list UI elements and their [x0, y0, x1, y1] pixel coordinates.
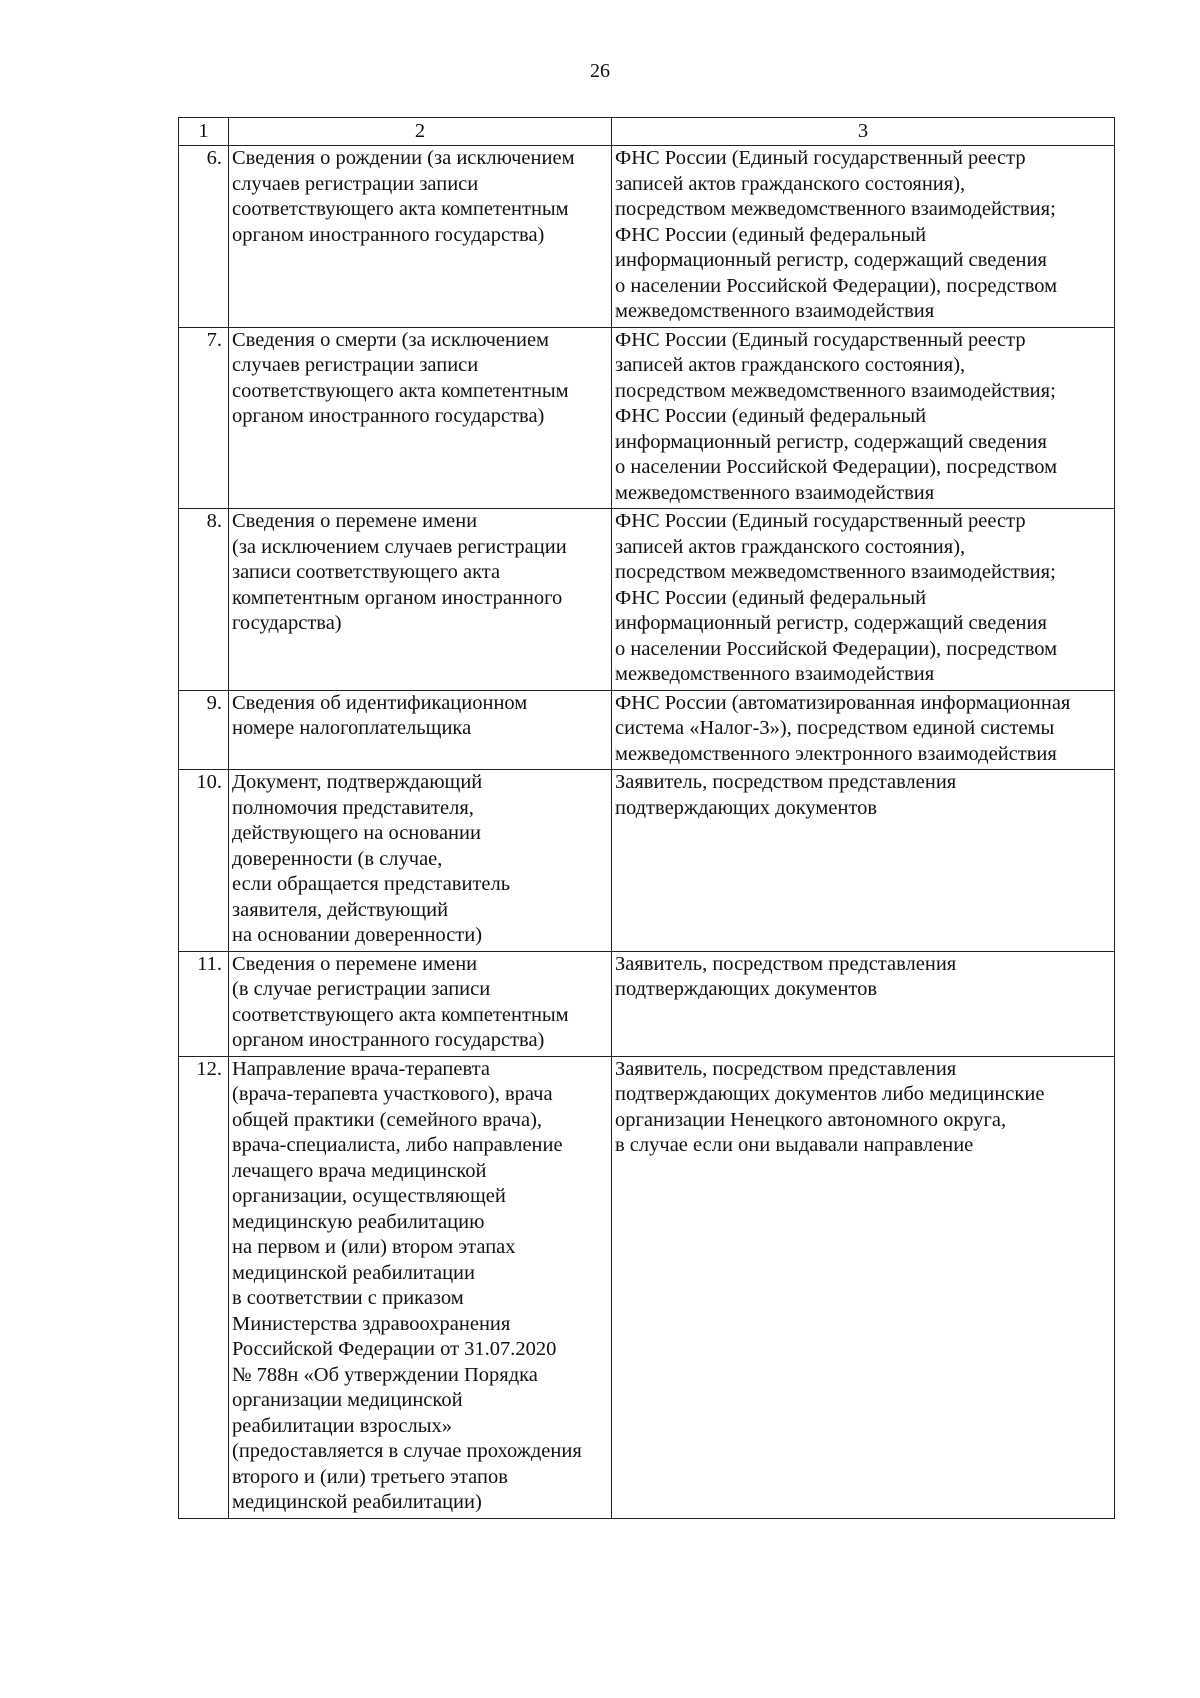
row-number: 7. — [179, 327, 229, 509]
source-line: посредством межведомственного взаимодействия; — [615, 561, 1056, 583]
table-row — [179, 327, 1115, 509]
source-cell — [612, 146, 1115, 328]
source-line: ФНС России (Единый государственный реестр — [615, 510, 1026, 532]
document-description-line: Сведения о рождении (за исключением — [232, 147, 575, 169]
document-description-line: номере налогоплательщика — [232, 717, 472, 739]
document-description-line: органом иностранного государства) — [232, 223, 545, 246]
source-line: информационный регистр, содержащий сведения — [615, 430, 1047, 453]
source-line: межведомственного взаимодействия — [615, 481, 935, 504]
source-line: ФНС России (Единый государственный реестр — [615, 147, 1026, 169]
document-description-line: организации, осуществляющей — [232, 1185, 506, 1207]
page-number: 26 — [590, 60, 610, 82]
document-description-line: врача-специалиста, либо направление — [232, 1134, 563, 1156]
source-line: ФНС России (автоматизированная информационная — [615, 691, 1071, 714]
document-description-line: (врача-терапевта участкового), врача — [232, 1083, 553, 1105]
source-line: ФНС России (единый федеральный — [615, 223, 927, 246]
source-line: о населении Российской Федерации), посредством — [615, 456, 1058, 478]
column-header-3: 3 — [612, 118, 1115, 146]
document-description-line: Направление врача-терапевта — [232, 1057, 490, 1080]
source-cell — [612, 327, 1115, 509]
document-description-line: медицинской реабилитации — [232, 1261, 475, 1284]
source-line: посредством межведомственного взаимодействия; — [615, 198, 1056, 220]
source-line: в случае если они выдавали направление — [615, 1134, 974, 1156]
document-description-cell — [229, 690, 612, 770]
source-line: записей актов гражданского состояния), — [615, 535, 966, 558]
source-cell — [612, 690, 1115, 770]
document-description-line: (в случае регистрации записи — [232, 978, 491, 1000]
document-description-cell — [229, 327, 612, 509]
document-description-line: соответствующего акта компетентным — [232, 379, 569, 402]
source-line: информационный регистр, содержащий сведения — [615, 612, 1047, 634]
source-line: о населении Российской Федерации), посредством — [615, 637, 1058, 660]
document-description-line: Сведения о перемене имени — [232, 510, 478, 532]
document-description-line: соответствующего акта компетентным — [232, 1003, 569, 1026]
row-number: 9. — [179, 690, 229, 770]
row-number: 10. — [179, 770, 229, 952]
source-line: записей актов гражданского состояния), — [615, 354, 966, 376]
document-description-line: Сведения о смерти (за исключением — [232, 328, 550, 351]
document-description-cell — [229, 1056, 612, 1518]
table-row — [179, 770, 1115, 952]
document-description-cell — [229, 770, 612, 952]
table-body — [179, 146, 1115, 1519]
document-description-cell — [229, 509, 612, 691]
document-description-line: Сведения об идентификационном — [232, 691, 528, 714]
document-description-line: медицинскую реабилитацию — [232, 1210, 485, 1233]
source-line: межведомственного взаимодействия — [615, 300, 935, 322]
document-description-line: доверенности (в случае, — [232, 847, 443, 870]
document-description-line: записи соответствующего акта — [232, 561, 501, 583]
document-description-line: (предоставляется в случае прохождения — [232, 1440, 582, 1462]
document-description-line: в соответствии с приказом — [232, 1287, 464, 1309]
table-row — [179, 509, 1115, 691]
document-description-line: Сведения о перемене имени — [232, 952, 478, 975]
source-line: записей актов гражданского состояния), — [615, 172, 966, 195]
document-description-line: лечащего врача медицинской — [232, 1159, 487, 1182]
document-description-line: второго и (или) третьего этапов — [232, 1465, 508, 1488]
source-line: подтверждающих документов либо медицинские — [615, 1083, 1045, 1105]
document-description-line: на первом и (или) втором этапах — [232, 1236, 516, 1258]
source-line: Заявитель, посредством представления — [615, 952, 957, 975]
row-number: 11. — [179, 951, 229, 1056]
header-row — [179, 118, 1115, 146]
document-description-line: случаев регистрации записи — [232, 172, 479, 195]
source-line: межведомственного электронного взаимодействия — [615, 742, 1057, 765]
table-row — [179, 951, 1115, 1056]
document-description-line: органом иностранного государства) — [232, 405, 545, 427]
document-description-line: Российской Федерации от 31.07.2020 — [232, 1338, 557, 1360]
source-line: информационный регистр, содержащий сведения — [615, 249, 1047, 271]
column-header-2: 2 — [229, 118, 612, 146]
document-description-line: соответствующего акта компетентным — [232, 198, 569, 220]
document-description-line: органом иностранного государства) — [232, 1029, 545, 1051]
source-line: о населении Российской Федерации), посредством — [615, 274, 1058, 297]
document-description-line: если обращается представитель — [232, 873, 511, 895]
document-description-line: медицинской реабилитации) — [232, 1491, 482, 1513]
source-line: система «Налог-3»), посредством единой системы — [615, 717, 1055, 739]
source-line: организации Ненецкого автономного округа, — [615, 1108, 1007, 1131]
source-line: ФНС России (единый федеральный — [615, 586, 927, 609]
document-description-line: компетентным органом иностранного — [232, 586, 563, 609]
source-line: подтверждающих документов — [615, 796, 878, 819]
document-description-line: на основании доверенности) — [232, 924, 483, 946]
table-row — [179, 690, 1115, 770]
source-line: Заявитель, посредством представления — [615, 771, 957, 793]
document-description-line: № 788н «Об утверждении Порядка — [232, 1363, 538, 1386]
source-line: ФНС России (Единый государственный реестр — [615, 328, 1026, 351]
table-row — [179, 1056, 1115, 1518]
source-line: Заявитель, посредством представления — [615, 1057, 957, 1080]
document-description-line: государства) — [232, 612, 342, 634]
source-line: ФНС России (единый федеральный — [615, 405, 927, 427]
row-number: 8. — [179, 509, 229, 691]
document-description-line: (за исключением случаев регистрации — [232, 535, 567, 558]
source-cell — [612, 1056, 1115, 1518]
source-cell — [612, 951, 1115, 1056]
row-number: 12. — [179, 1056, 229, 1518]
table-row — [179, 146, 1115, 328]
document-description-line: Министерства здравоохранения — [232, 1312, 511, 1335]
document-description-cell — [229, 951, 612, 1056]
document-description-line: организации медицинской — [232, 1389, 463, 1411]
document-description-line: общей практики (семейного врача), — [232, 1108, 543, 1131]
source-line: подтверждающих документов — [615, 978, 878, 1000]
document-description-line: реабилитации взрослых» — [232, 1414, 453, 1437]
source-cell — [612, 509, 1115, 691]
document-description-line: заявителя, действующий — [232, 898, 449, 921]
document-description-line: Документ, подтверждающий — [232, 771, 483, 793]
column-header-1: 1 — [179, 118, 229, 146]
document-description-line: случаев регистрации записи — [232, 354, 479, 376]
document-description-line: действующего на основании — [232, 822, 481, 844]
documents-table — [178, 117, 1115, 1519]
source-cell — [612, 770, 1115, 952]
source-line: межведомственного взаимодействия — [615, 663, 935, 685]
document-description-cell — [229, 146, 612, 328]
document-description-line: полномочия представителя, — [232, 796, 474, 819]
row-number: 6. — [179, 146, 229, 328]
source-line: посредством межведомственного взаимодействия; — [615, 379, 1056, 402]
